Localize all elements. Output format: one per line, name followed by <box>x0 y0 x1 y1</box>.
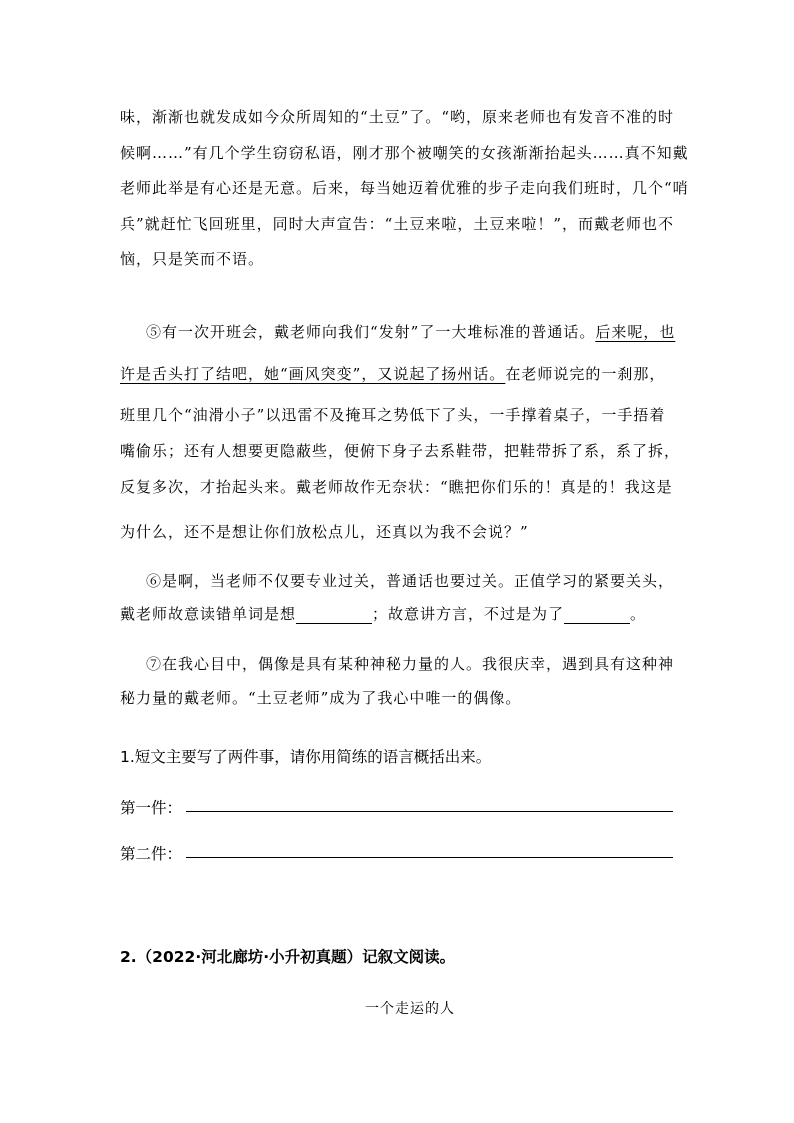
passage-line: 为什么，还不是想让你们放松点儿，还真以为我不会说？” <box>120 523 529 541</box>
paragraph-text: 戴老师故意读错单词是想 <box>120 605 297 623</box>
paragraph-text: ；故意讲方言，不过是为了 <box>372 605 565 623</box>
passage-line: 味，渐渐也就发成如今众所周知的“土豆”了。“哟，原来老师也有发音不准的时 <box>120 108 675 126</box>
passage-line: 候啊……”有几个学生窃窃私语，刚才那个被嘲笑的女孩渐渐抬起头……真不知戴 <box>120 144 689 162</box>
story-title: 一个走运的人 <box>365 1001 455 1017</box>
passage-line: 嘴偷乐；还有人想要更隐蔽些，便俯下身子去系鞋带，把鞋带拆了系，系了拆， <box>120 442 681 460</box>
paragraph-7-line-1: ⑦在我心目中，偶像是具有某种神秘力量的人。我很庆幸，遇到具有这种神 <box>146 655 675 673</box>
passage-line: 兵”就赶忙飞回班里，同时大声宣告：“土豆来啦，土豆来啦！”，而戴老师也不 <box>120 215 675 233</box>
paragraph-text: 在老师说完的一刹那， <box>505 365 666 383</box>
fill-blank-1[interactable] <box>296 607 372 624</box>
paragraph-5-line-2 <box>120 364 680 384</box>
underlined-sentence: 许是舌头打了结吧，她“画风突变”，又说起了扬州话。 <box>120 365 506 383</box>
paragraph-6-line-1: ⑥是啊，当老师不仅要专业过关，普通话也要过关。正值学习的紧要关头， <box>146 572 675 590</box>
first-event-answer-line[interactable] <box>186 811 673 812</box>
fill-blank-2[interactable] <box>564 607 630 624</box>
second-event-label: 第二件： <box>120 845 183 863</box>
passage-line: 恼，只是笑而不语。 <box>120 250 265 268</box>
paragraph-7-line-2: 秘力量的戴老师。“土豆老师”成为了我心中唯一的偶像。 <box>120 689 522 707</box>
second-event-answer-line[interactable] <box>186 857 673 858</box>
passage-line: 老师此举是有心还是无意。后来，每当她迈着优雅的步子走向我们班时，几个“哨 <box>120 179 689 197</box>
passage-line: 反复多次，才抬起头来。戴老师故作无奈状：“瞧把你们乐的！真是的！我这是 <box>120 478 673 496</box>
paragraph-5-line-1 <box>146 322 680 342</box>
paragraph-text: 。 <box>630 605 647 623</box>
first-event-label: 第一件： <box>120 799 183 817</box>
question-1-prompt: 1.短文主要写了两件事，请你用简练的语言概括出来。 <box>120 748 492 766</box>
paragraph-text: ⑤有一次开班会，戴老师向我们“发射”了一大堆标准的普通话。 <box>146 323 596 341</box>
underlined-sentence: 后来呢，也 <box>595 323 676 341</box>
paragraph-6-line-2 <box>120 604 680 624</box>
question-2-heading: 2.（2022·河北廊坊·小升初真题）记叙文阅读。 <box>120 948 456 966</box>
passage-line: 班里几个“油滑小子”以迅雷不及掩耳之势低下了头，一手撑着桌子，一手捂着 <box>120 406 666 424</box>
